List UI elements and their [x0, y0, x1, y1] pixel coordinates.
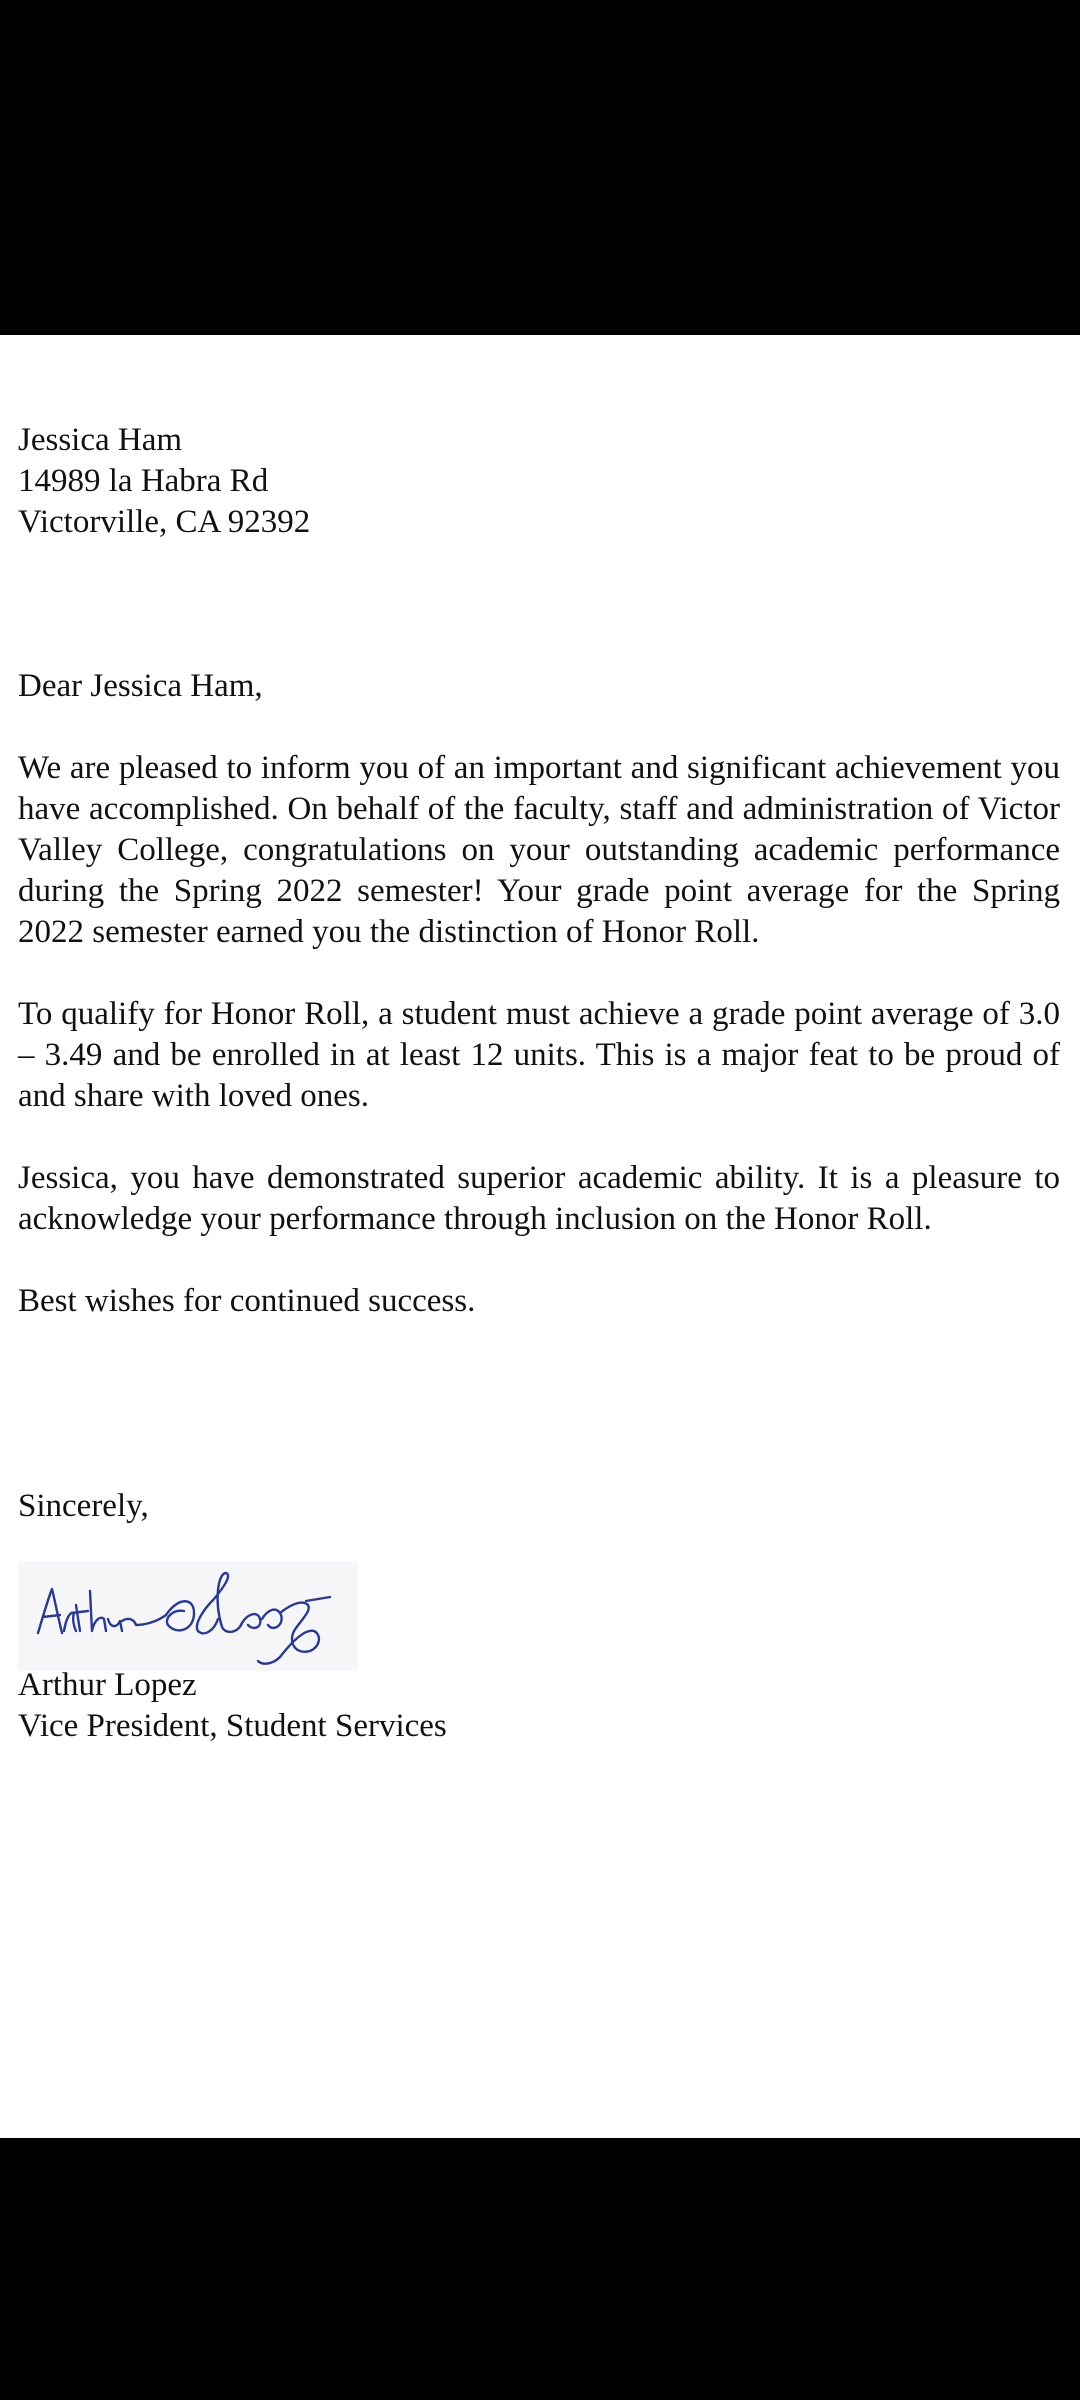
signer-title: Vice President, Student Services	[18, 1708, 447, 1744]
salutation: Dear Jessica Ham,	[18, 668, 263, 704]
closing-wish: Best wishes for continued success.	[18, 1283, 476, 1319]
recipient-street: 14989 la Habra Rd	[18, 463, 269, 499]
signer-name: Arthur Lopez	[18, 1667, 197, 1703]
paragraph-achievement: We are pleased to inform you of an important and significant achievement you have accomplished. On behalf of the faculty, staff and administration of Victor Valley College, congratulations on your outstanding academic performance during the Spring 2022 semester! Your grade point average for the Spring 2022 semester earned you the distinction of Honor Roll.	[18, 750, 1060, 950]
recipient-city-state-zip: Victorville, CA 92392	[18, 504, 311, 540]
signature-image	[18, 1561, 358, 1671]
paragraph-qualification: To qualify for Honor Roll, a student must achieve a grade point average of 3.0 – 3.49 and be enrolled in at least 12 units. This is a major feat to be proud of and share with loved ones.	[18, 996, 1060, 1114]
sign-off: Sincerely,	[18, 1488, 149, 1524]
paragraph-acknowledgement: Jessica, you have demonstrated superior academic ability. It is a pleasure to acknowledge your performance through inclusion on the Honor Roll.	[18, 1160, 1060, 1237]
recipient-address	[18, 420, 1060, 543]
recipient-name: Jessica Ham	[18, 422, 183, 458]
letter-body	[18, 420, 1060, 1747]
